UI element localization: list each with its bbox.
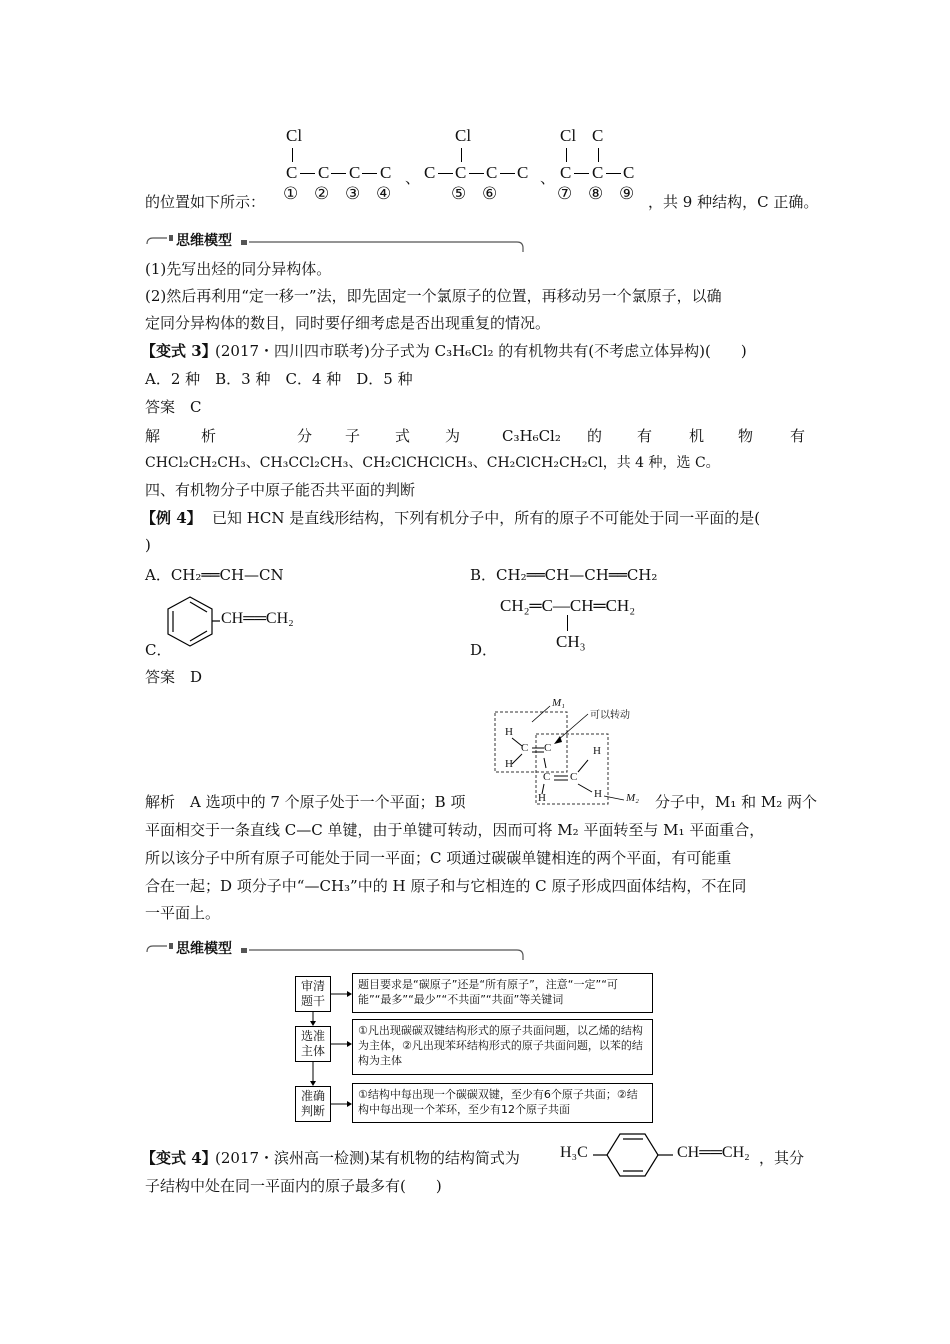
- position-number: ④: [376, 184, 392, 203]
- word: 分: [297, 427, 313, 445]
- positions-tail: ，共 9 种结构，C 正确。: [648, 193, 819, 211]
- vinyl-group: CH══CH₂: [221, 610, 294, 627]
- example-question-end: ): [145, 536, 151, 554]
- model-line: (1)先写出烃的同分异构体。: [145, 260, 332, 278]
- variant-answer: 答案 C: [145, 398, 202, 416]
- cl-atom: Cl: [455, 126, 472, 145]
- cl-atom: Cl: [286, 126, 303, 145]
- atom: H: [505, 758, 513, 770]
- variant-question: ，其分: [759, 1149, 805, 1167]
- bond: [300, 173, 315, 174]
- formula: C₃H₆Cl₂: [502, 427, 561, 445]
- option-a: A．CH₂══CH—CN: [145, 566, 284, 584]
- option-c-label: C．: [145, 641, 172, 659]
- positions-lead: 的位置如下所示：: [145, 193, 266, 211]
- example-question: 已知 HCN 是直线形结构，下列有机分子中，所有的原子不可能处于同一平面的是(: [212, 509, 761, 527]
- position-number: ③: [345, 184, 361, 203]
- c-atom: C: [349, 163, 361, 182]
- word: 为: [445, 427, 461, 445]
- plane-label-m1: M₁: [552, 697, 565, 709]
- analysis-line: 所以该分子中所有原子可能处于同一平面；C 项通过碳碳单键相连的两个平面，有可能重: [145, 849, 732, 867]
- methyl-group: H₃C: [560, 1144, 588, 1161]
- example-tag: 【例 4】: [141, 509, 202, 527]
- position-number: ①: [283, 184, 299, 203]
- c-atom: C: [380, 163, 392, 182]
- word: 解: [145, 427, 161, 445]
- c-atom: C: [318, 163, 330, 182]
- flow-step-text: ①凡出现碳碳双键结构形式的原子共面问题，以乙烯的结构为主体，②凡出现苯环结构形式的原子共面问题，以苯的结构为主体: [352, 1019, 653, 1075]
- analysis-line: 平面相交于一条直线 C—C 单键，由于单键可转动，因而可将 M₂ 平面转至与 M₁ 平面重合，: [145, 821, 765, 839]
- c-atom: C: [286, 163, 298, 182]
- bond: [469, 173, 484, 174]
- c-atom: C: [592, 126, 604, 145]
- flow-arrows: [290, 970, 360, 1130]
- c-atom: C: [424, 163, 436, 182]
- atom: C: [570, 771, 578, 783]
- methyl-group: CH₃: [556, 632, 586, 651]
- c-atom: C: [486, 163, 498, 182]
- analysis-line: 一平面上。: [145, 904, 221, 922]
- word: 子: [345, 427, 361, 445]
- analysis-line: 合在一起；D 项分子中“—CH₃”中的 H 原子和与它相连的 C 原子形成四面体结构，不在同: [145, 877, 747, 895]
- atom: H: [593, 745, 601, 757]
- variant-options: A．2 种 B．3 种 C．4 种 D．5 种: [145, 370, 413, 388]
- flow-step-text: 题目要求是“碳原子”还是“所有原子”，注意“一定”“可能”“最多”“最少”“不共面”“共面”等关键词: [352, 973, 653, 1013]
- word: 式: [395, 427, 411, 445]
- flow-step-text: ①结构中每出现一个碳碳双键，至少有6个原子共面；②结构中每出现一个苯环，至少有12个原子共面: [352, 1083, 653, 1123]
- position-number: ②: [314, 184, 330, 203]
- position-number: ⑨: [619, 184, 635, 203]
- flow-step-label: 选准主体: [295, 1026, 331, 1062]
- variant-question: (2017・滨州高一检测)某有机物的结构简式为: [215, 1149, 520, 1167]
- position-number: ⑧: [588, 184, 604, 203]
- model-title: 思维模型: [176, 941, 232, 957]
- word: 有: [790, 427, 806, 445]
- bond: [461, 148, 462, 162]
- cl-atom: Cl: [560, 126, 577, 145]
- bond: [500, 173, 515, 174]
- bond: [598, 148, 599, 162]
- position-number: ⑥: [482, 184, 498, 203]
- butadiene-planes-figure: [492, 696, 652, 808]
- bond: [292, 148, 293, 162]
- bond: [567, 615, 568, 631]
- variant-question: (2017・四川四市联考)分子式为 C₃H₆Cl₂ 的有机物共有(不考虑立体异构)( ): [215, 342, 747, 360]
- plane-label-m2: M₂: [626, 792, 639, 804]
- analysis-line: 分子中，M₁ 和 M₂ 两个: [655, 793, 818, 811]
- word: 有: [637, 427, 653, 445]
- c-atom: C: [623, 163, 635, 182]
- option-d-structure: CH₂═C—CH═CH₂: [500, 596, 636, 615]
- word: 物: [738, 427, 754, 445]
- variant-tag: 【变式 4】: [141, 1149, 217, 1167]
- bond: [574, 173, 589, 174]
- rotate-label: 可以转动: [590, 710, 630, 721]
- atom: H: [538, 792, 546, 804]
- bond: [362, 173, 377, 174]
- variant-question: 子结构中处在同一平面内的原子最多有( ): [145, 1177, 442, 1195]
- analysis-line: CHCl₂CH₂CH₃、CH₃CCl₂CH₃、CH₂ClCHClCH₃、CH₂ClCH₂CH₂Cl，共 4 种，选 C。: [145, 455, 720, 471]
- model-title: 思维模型: [176, 233, 232, 249]
- position-number: ⑦: [557, 184, 573, 203]
- atom: C: [544, 742, 552, 754]
- c-atom: C: [517, 163, 529, 182]
- bond: [331, 173, 346, 174]
- section-heading: 四、有机物分子中原子能否共平面的判断: [145, 481, 416, 499]
- para-benzene-icon: [593, 1130, 673, 1180]
- model-line: 定同分异构体的数目，同时要仔细考虑是否出现重复的情况。: [145, 314, 551, 332]
- word: 机: [689, 427, 705, 445]
- bond: [606, 173, 621, 174]
- c-atom: C: [560, 163, 572, 182]
- atom: H: [594, 788, 602, 800]
- flow-step-label: 审清题干: [295, 976, 331, 1012]
- c-atom: C: [592, 163, 604, 182]
- atom: H: [505, 726, 513, 738]
- variant-tag: 【变式 3】: [141, 342, 217, 360]
- separator: 、: [405, 169, 421, 187]
- bond: [566, 148, 567, 162]
- vinyl-group: CH══CH₂: [677, 1144, 750, 1161]
- bond: [438, 173, 453, 174]
- c-atom: C: [455, 163, 467, 182]
- position-number: ⑤: [451, 184, 467, 203]
- atom: C: [521, 742, 529, 754]
- word: 的: [587, 427, 603, 445]
- model-line: (2)然后再利用“定一移一”法，即先固定一个氯原子的位置，再移动另一个氯原子，以确: [145, 287, 722, 305]
- option-d-label: D．: [470, 641, 498, 659]
- word: 析: [201, 427, 217, 445]
- option-b: B．CH₂══CH—CH══CH₂: [470, 566, 658, 584]
- analysis-line: 解析 A 选项中的 7 个原子处于一个平面；B 项: [145, 793, 466, 811]
- example-answer: 答案 D: [145, 668, 203, 686]
- atom: C: [543, 771, 551, 783]
- flow-step-label: 准确判断: [295, 1086, 331, 1122]
- separator: 、: [540, 169, 556, 187]
